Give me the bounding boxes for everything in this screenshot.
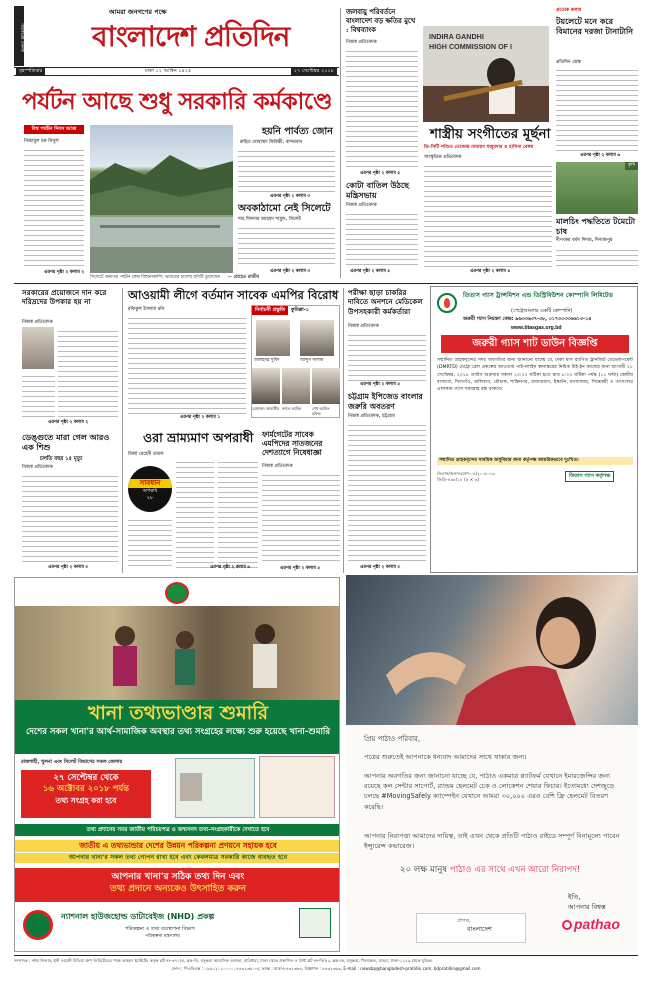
lead-kicker: বিশ্ব পর্যটন দিবস আজ — [24, 125, 84, 134]
medical-continued: এরপর পৃষ্ঠা ২ কলাম ৫ — [360, 382, 401, 387]
yunus-byline: নিজস্ব প্রতিবেদক — [22, 320, 53, 325]
pathao-closing-2: পাঠাও এর সাথে এখন আরো নিরাপদ! — [449, 865, 581, 875]
malchi-kicker: কৃষি — [625, 162, 638, 170]
mp-photo-2 — [300, 320, 334, 356]
census-call — [15, 868, 340, 902]
birth-cert-image — [259, 756, 335, 818]
mp-name-4: রুহুল আমিন — [282, 406, 302, 411]
mp-photo-5 — [312, 368, 340, 404]
rider-art — [346, 575, 638, 725]
day-label: বৃহস্পতিবার — [16, 68, 45, 75]
pathao-to-label: প্রাপক, — [457, 918, 471, 924]
banner-line-2: HIGH COMMISSION OF I — [429, 42, 513, 51]
ctg-continued: এরপর পৃষ্ঠা ২ কলাম ৩ — [360, 565, 401, 570]
gas-phones: জরুরী গ্যাস নিয়ন্ত্রণ কেন্দ্র: ৯৬৩৩৬৩৭-৩৮, ০১৭৩০৩৩৬৬১৩-১৪ — [463, 317, 592, 322]
music-continued: এরপর পৃষ্ঠা ২ কলাম ৪ — [470, 269, 511, 274]
lead-photo-credit: — রোহেত রাজীব — [227, 275, 260, 280]
children-byline: নিজস্ব প্রতিবেদক — [22, 465, 53, 470]
masthead-tagline: আমরা জনগণের পক্ষে — [109, 8, 167, 16]
box-title-2: কুমিল্লা-১ — [291, 307, 310, 313]
awami-box-header — [252, 306, 339, 315]
yunus-continued: এরপর পৃষ্ঠা ২ কলাম ২ — [48, 420, 89, 425]
gas-logo — [437, 293, 457, 313]
pathao-para-3 — [364, 831, 626, 851]
family-art — [15, 606, 340, 700]
pathao-brand — [562, 915, 620, 934]
census-project: ন্যাশনাল হাউজহোল্ড ডাটাবেইজ (NHD) প্রকল্প — [61, 912, 215, 921]
footer-line-1: সম্পাদক : নঈম নিজাম, ইস্ট ওয়েস্ট মিডিয়া গ্রুপ লিমিটেডের পক্ষে আহমদ ইস্টেটের কর্তৃক প্লট নং-৩৭১/এ, ব্লক-ডি, বসুন্ধরা আবাসিক এলাকা, বারিধারা, ঢাকা থেকে প্রকাশিত ও প্রিন্ট প্লট নং-সি/৫২, ব্লক-কে, বসুন্ধরা, খিলক্ষেত, বাড্ডা, ঢাকা-১২২৯ থেকে মুদ্রিত। — [14, 958, 433, 963]
roaming-continued: এরপর পৃষ্ঠা ২ কলাম ৬ — [210, 565, 251, 570]
pathao-logo-icon — [562, 920, 572, 930]
climate-continued: এরপর পৃষ্ঠা ২ কলাম ৫ — [360, 171, 401, 176]
medical-byline: নিজস্ব প্রতিবেদক — [348, 324, 379, 329]
census-line-2: আপনার খানা'র সকল তথ্য গোপন রাখা হবে এবং কেবলমাত্র সরকারি কাজে ব্যবহৃত হবে — [15, 853, 340, 863]
music-photo — [423, 26, 549, 122]
pathao-envelope — [416, 913, 526, 943]
awami-box — [251, 305, 340, 418]
farmers-body — [262, 471, 340, 565]
mp-name-1: আলহাজ্ব সুবিদ — [254, 358, 280, 363]
lead-continued: এরপর পৃষ্ঠা ২ কলাম ২ — [44, 270, 85, 275]
bd-emblem — [165, 582, 189, 604]
malchi-body — [556, 246, 638, 270]
children-sub: চলতি বছর ১৫ মৃত্যু — [40, 456, 83, 462]
mp-name-5: শেখ আমিন রফিক — [312, 406, 330, 417]
ctg-body — [348, 421, 426, 564]
gas-company-sub: (পেট্রোবাংলার একটি কোম্পানি) — [511, 309, 573, 314]
date-bangla: ঢাকা ১২ আশ্বিন ১৪২৫ — [144, 68, 192, 75]
gas-ref-1: তিতাস/জনসংযোগ-০৪/২০১৮-১৯ — [437, 471, 495, 476]
census-period-pre: রাজশাহী, খুলনা এবং সিলেট বিভাগের সকল জেলায় — [21, 760, 123, 765]
yunus-headline: সরকারের প্রয়োজনে দান করে দরিদ্রদের উপকার হয় না — [22, 288, 107, 307]
yunus-body-2 — [22, 372, 55, 419]
badge-line-2: অপরাধ — [142, 488, 158, 495]
roaming-badge — [128, 466, 172, 512]
children-continued: এরপর পৃষ্ঠা ২ কলাম ৩ — [48, 565, 89, 570]
lead-caption — [90, 275, 335, 281]
yunus-photo — [22, 327, 54, 369]
pathao-para-3-text: আপনার নিরাপত্তা আমাদের দায়িত্ব, তাই এখন থেকে প্রতিটি পাঠাও রাইডে সম্পূর্ণ বিনামূল্যে পাবেন ইন্স্যুরেন্স কভারেজ। — [364, 832, 620, 851]
column-divider-2 — [122, 288, 123, 573]
roaming-body-1 — [176, 458, 214, 570]
lead-photo-art — [90, 125, 233, 273]
wild-kicker: প্রত্যেক কলাম — [556, 8, 582, 13]
hill-continued: এরপর পৃষ্ঠা ২ কলাম ৩ — [270, 194, 311, 199]
quota-body — [346, 210, 418, 268]
climate-byline: নিজস্ব প্রতিবেদক — [346, 40, 377, 45]
pathao-ad — [346, 575, 638, 952]
gas-notice-body: সম্মানিত গ্রাহকবৃন্দের সদয় অবগতির জন্য জানানো যাচ্ছে যে, ঢাকা মাস র‍্যাপিড ট্রানজিট ডেভেলপমেন্ট (DMRTD) মেট্রো রেল প্রকল্পের আওতায় পাইপলাইন স্থানান্তরের নিমিত্ত টাই-ইন কাজের জন্য আগামী ২৮ সেপ্টেম্বর, ২০১৮ তারিখ শুক্রবার সকাল ১০:০০ ঘটিকা হতে রাত ৮:০০ ঘটিকা পর্যন্ত (১১ ঘন্টা) কেন্দ্রীয় বাসাবো, খিলগাঁও, মালিবাগ, মৌচাক, শান্তিনগর, রাজারবাগ, ইস্কাটন, মগবাজার, সিদ্ধেশ্বরী ও তৎসংলগ্ন এলাকায় গ্যাস সরবরাহ বন্ধ থাকবে। — [437, 358, 633, 393]
sylhet-continued: এরপর পৃষ্ঠা ২ কলাম ৩ — [270, 269, 311, 274]
awami-continued: এরপর পৃষ্ঠা ২ কলাম ১ — [180, 415, 221, 420]
pathao-signoff-1: ইতি, — [568, 893, 581, 901]
awami-byline: রফিকুল ইসলাম রনি — [128, 307, 165, 312]
pathao-signoff-2: আপনার বিশ্বস্ত — [568, 903, 606, 911]
yunus-body — [58, 327, 118, 419]
mp-name-3: মোহাম্মদ জাহাঙ্গীর — [252, 406, 280, 411]
census-sub: দেশের সকল খানা'র আর্থ-সামাজিক অবস্থার তথ্য সংগ্রহের লক্ষ্যে শুরু হয়েছে খানা-শুমারি — [15, 726, 340, 754]
badge-number: ২৮ — [146, 495, 154, 502]
census-date-2: ১৬ অক্টোবর ২০১৮ পর্যন্ত — [42, 784, 130, 795]
pathao-to-value: বাংলাদেশ — [467, 924, 492, 933]
pathao-para-1: পত্রের শুরুতেই আপনাকে ধন্যবাদ আমাদের সাথে থাকার জন্য। — [364, 753, 527, 761]
pathao-greeting: প্রিয় পাঠাও পরিবার, — [364, 735, 421, 743]
hill-body — [238, 147, 335, 193]
census-ministry: পরিকল্পনা ও তথ্য ব্যবস্থাপনা বিভাগ — [125, 926, 195, 932]
census-ad — [14, 577, 340, 952]
hill-headline: হয়নি পার্বত্য জোন — [262, 126, 333, 137]
mp-photo-1 — [256, 320, 290, 356]
bbs-logo — [299, 908, 331, 938]
ear-label: পাঠকপ্রিয় দৈনিক — [14, 6, 24, 66]
census-line-4: তথ্য প্রদানে অন্যকেও উৎসাহিত করুন — [109, 884, 247, 895]
census-headline: খানা তথ্যভাণ্ডার শুমারি — [15, 700, 340, 726]
pathao-closing-1: ২০ লক্ষ মানুষ — [400, 865, 448, 875]
roaming-byline: মির্জা মেহেদী তমাল — [128, 452, 164, 457]
gas-notice-title: জরুরী গ্যাস শাট ডাউন বিজ্ঞপ্তি — [441, 335, 629, 353]
gas-ref-2: জিডি-৪৩৮/১৮ (৫ × ৩) — [437, 477, 479, 482]
census-strip: তথ্য প্রদানের সময় জাতীয় পরিচয়পত্র ও জন্মসনদ তথ্য-সংগ্রহকারীকে দেখাতে হবে — [15, 824, 340, 836]
awami-body — [128, 314, 246, 414]
banner-line-1: INDIRA GANDHI — [429, 32, 484, 41]
lead-body — [24, 146, 84, 270]
census-photo — [15, 606, 340, 700]
medical-body — [348, 331, 426, 381]
lead-headline: পর্যটন আছে শুধু সরকারি কর্মকাণ্ডে — [22, 88, 333, 115]
column-divider-3 — [343, 288, 344, 573]
children-body — [22, 472, 118, 564]
census-dates — [21, 770, 151, 818]
music-byline: সাংস্কৃতিক প্রতিবেদক — [424, 155, 462, 160]
roaming-body-2 — [218, 458, 258, 570]
gas-company: তিতাস গ্যাস ট্রান্সমিশন এন্ড ডিস্ট্রিবিউশন কোম্পানি লিমিটেড — [463, 292, 614, 299]
box-title-1: নির্বাচনী প্রস্তুতি — [252, 306, 288, 315]
gas-ad — [430, 286, 638, 573]
mp-photo-4 — [282, 368, 310, 404]
medical-headline: পরীক্ষা ছাড়া চাকরির দাবিতে অনশনে মেডিকেল উপসহকারী কর্মকর্তারা — [348, 288, 423, 316]
footer-line-2: ফোন : পিএবিএক্স : ০৯৬১২১২০০০০, ৮৪৩২৩৬১-৪; ফ্যাক্স : বার্তা-৮৪৩২৩৬৪, বিজ্ঞাপন : ৮৪৩২৩৬৩, E-mail : newsbp@bangladesh-pratidin.com, bdpratidin@gmail.com — [171, 966, 481, 971]
footer-rule — [14, 955, 638, 956]
sylhet-byline: শাহ দিলদার আহমদ শামুল, সিলেট — [238, 217, 301, 222]
musician-art — [423, 26, 549, 122]
sylhet-body — [238, 224, 335, 268]
music-body — [424, 162, 552, 268]
quota-byline: নিজস্ব প্রতিবেদক — [346, 203, 377, 208]
lead-caption-text: সিলেটে অন্যতম পর্যটন কেন্দ্র বিছানাকান্দি। ভারতের ঢালের ছবিটি তুলেছেন — [90, 275, 221, 280]
farmers-byline: নিজস্ব প্রতিবেদক — [262, 464, 293, 469]
roaming-headline: ওরা ভ্রাম্যমাণ অপরাধী — [143, 430, 254, 445]
climate-body — [346, 47, 418, 170]
ctg-headline: চট্টগ্রাম ইপিজেড বাংলার জরুরি অবতরণ — [348, 392, 423, 411]
column-divider — [340, 8, 341, 278]
lead-photo — [90, 125, 233, 273]
climate-headline: জলবায়ু পরিবর্তনে বাংলাদেশ বড় ক্ষতির মুখে : বিশ্বব্যাংক — [346, 8, 416, 34]
quota-continued: এরপর পৃষ্ঠা ২ কলাম ৫ — [350, 269, 391, 274]
census-ministry-sub: পরিকল্পনা মন্ত্রণালয় — [145, 934, 180, 939]
roaming-body-3 — [128, 516, 172, 570]
mp-name-2: আব্দুস সালাম — [300, 358, 324, 363]
farmers-continued: এরপর পৃষ্ঠা ২ কলাম ৫ — [280, 566, 321, 571]
quota-headline: কোটা বাতিল উঠছে মন্ত্রিসভায় — [346, 180, 410, 200]
id-card-image — [175, 758, 255, 818]
sylhet-headline: অবকাঠামো নেই সিলেটে — [238, 203, 331, 214]
ctg-byline: নিজস্ব প্রতিবেদক, চট্টগ্রাম — [348, 414, 395, 419]
gas-web: www.titasgas.org.bd — [511, 325, 562, 331]
census-line-1: জাতীয় এ তথ্যভান্ডার দেশের উন্নয়ন পরিকল্পনা প্রণয়নে সহায়ক হবে — [15, 840, 340, 852]
lead-byline: নিজামুল হক বিপুল — [24, 139, 59, 144]
wild-body — [556, 66, 638, 152]
masthead-dateline — [14, 67, 339, 76]
music-subhead: ডি-সিটি পণ্ডিত তেজেন্দ্র নারায়ণ মজুমদার ও হাসিনা বেঙ্গম — [424, 145, 534, 150]
census-line-3: আপনার খানা'র সঠিক তথ্য দিন এবং — [111, 872, 245, 882]
mp-photo-3 — [252, 368, 280, 404]
masthead-title: বাংলাদেশ প্রতিদিন — [92, 20, 290, 53]
pathao-photo — [346, 575, 638, 725]
wild-continued: এরপর পৃষ্ঠা ২ কলাম ৬ — [580, 153, 621, 158]
hill-byline: রুহিত মোহাম্মদ ফিরিস্তী, বান্দরবান — [240, 140, 303, 145]
pathao-closing — [400, 865, 580, 877]
gas-signature: তিতাস গ্যাস কর্তৃপক্ষ — [565, 471, 614, 482]
pathao-para-2: আপনার অবগতির জন্য জানানো যাচ্ছে যে, পাঠাও একমাত্র প্ল্যাটফর্ম যেখানে ইমারজেন্সির জন্য রয়েছে কল সেন্টার সাপোর্ট, র‍্যান্ডম হেলমেট চেক ও লোকেশন শেয়ার ফিচার। ইতোমধ্যে দেশজুড়ে চলছে #MovingSafely ক্যাম্পেইন যেখানে আমরা ৩০,০০০ এরও বেশি ফ্রি হেলমেট বিতরণ করেছি। — [364, 772, 615, 811]
gas-footer-note: সম্মানিত গ্রাহকবৃন্দের সাময়িক অসুবিধার জন্য কর্তৃপক্ষ আন্তরিকভাবে দুঃখিত। — [437, 457, 633, 465]
census-date-3: তথ্য সংগ্রহ করা হবে — [55, 795, 117, 805]
music-headline: শাস্ত্রীয় সংগীতের মূর্ছনা — [430, 126, 551, 142]
wild-headline: টয়লেটে মনে করে বিমানের দরজা টানাটানি — [556, 16, 634, 36]
mid-rule — [14, 283, 638, 284]
nhd-logo — [23, 910, 53, 940]
badge-line-1: সাবধান — [128, 479, 172, 488]
tomato-photo — [556, 162, 638, 214]
awami-headline: আওয়ামী লীগে বর্তমান সাবেক এমপির বিরোধ — [128, 288, 339, 302]
wild-byline: প্রতিদিন ডেস্ক — [556, 60, 581, 65]
malchi-byline: দীপংকর বর্মন দিদার, দিনাজপুর — [556, 238, 613, 243]
malchi-headline: মালচিং পদ্ধতিতে টমেটো চাষ — [556, 216, 636, 236]
children-headline: ডেঙ্গুতে মারা গেল আরও এক শিশু — [22, 432, 110, 452]
pathao-brand-text: pathao — [574, 916, 620, 932]
farmers-headline: ফার্মগেটের সাবেক এমপিদের সাতজনের দেশত্যাগে নিষেধাজ্ঞা — [262, 430, 323, 458]
date-english: ২৭ সেপ্টেম্বর ২০১৮ — [291, 68, 337, 75]
census-date-1: ২৭ সেপ্টেম্বর থেকে — [53, 773, 119, 783]
